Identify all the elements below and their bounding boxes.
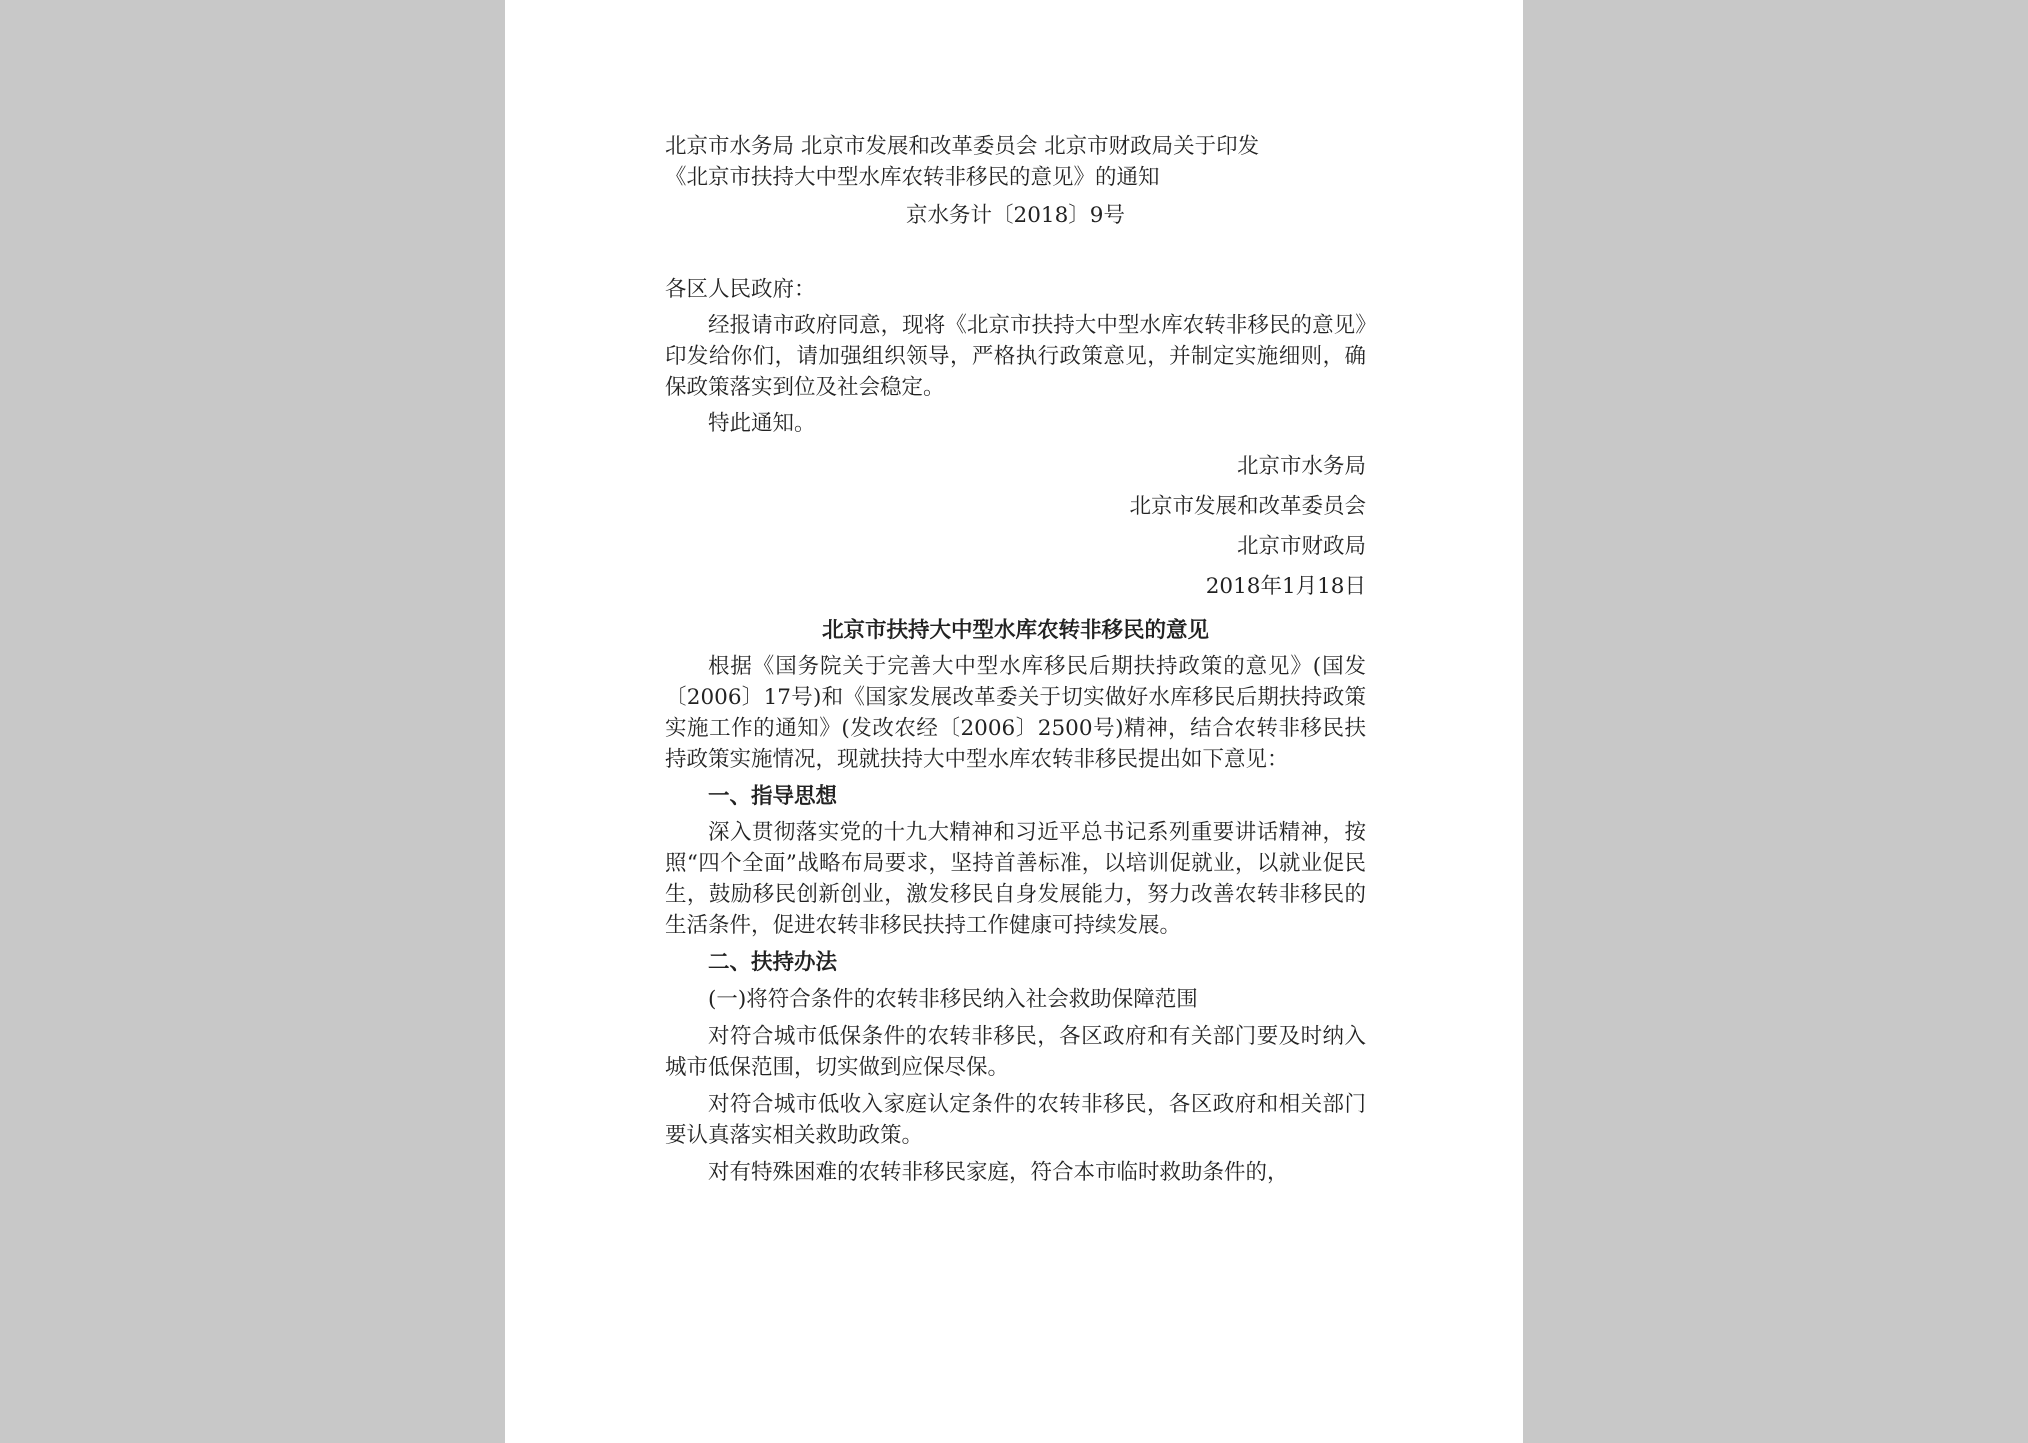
signature-block <box>665 447 1366 607</box>
subsection-1-paragraph-1: 对符合城市低保条件的农转非移民，各区政府和有关部门要及时纳入城市低保范围，切实做到应保尽保。 <box>665 1024 1366 1080</box>
subsection-1-heading: (一)将符合条件的农转非移民纳入社会救助保障范围 <box>708 987 1198 1012</box>
section-1-heading: 一、指导思想 <box>708 784 838 809</box>
signatory-finance-bureau: 北京市财政局 <box>1236 534 1366 559</box>
section-1-paragraph: 深入贯彻落实党的十九大精神和习近平总书记系列重要讲话精神，按照“四个全面”战略布局要求，坚持首善标准，以培训促就业，以就业促民生，鼓励移民创新创业，激发移民自身发展能力，努力改善农转非移民的生活条件，促进农转非移民扶持工作健康可持续发展。 <box>665 820 1366 938</box>
notice-title-line-1: 北京市水务局 北京市发展和改革委员会 北京市财政局关于印发 <box>665 134 1260 159</box>
notice-paragraph: 经报请市政府同意，现将《北京市扶持大中型水库农转非移民的意见》印发给你们，请加强组织领导，严格执行政策意见，并制定实施细则，确保政策落实到位及社会稳定。 <box>665 313 1366 400</box>
intro-paragraph: 根据《国务院关于完善大中型水库移民后期扶持政策的意见》(国发〔2006〕17号)和《国家发展改革委关于切实做好水库移民后期扶持政策实施工作的通知》(发改农经〔2006〕2500号)精神，结合农转非移民扶持政策实施情况，现就扶持大中型水库农转非移民提出如下意见： <box>665 654 1366 772</box>
opinion-title: 北京市扶持大中型水库农转非移民的意见 <box>821 618 1209 643</box>
notice-title-line-2: 《北京市扶持大中型水库农转非移民的意见》的通知 <box>665 165 1160 190</box>
section-2-heading: 二、扶持办法 <box>708 950 838 975</box>
salutation: 各区人民政府： <box>665 277 816 302</box>
document-page <box>505 0 1523 1443</box>
signature-date: 2018年1月18日 <box>1205 574 1366 599</box>
subsection-1-paragraph-3: 对有特殊困难的农转非移民家庭，符合本市临时救助条件的， <box>708 1160 1289 1185</box>
signatory-water-bureau: 北京市水务局 <box>1236 454 1366 479</box>
signatory-development-commission: 北京市发展和改革委员会 <box>1129 494 1366 519</box>
document-number: 京水务计〔2018〕9号 <box>906 203 1125 228</box>
notice-closing: 特此通知。 <box>708 411 816 436</box>
subsection-1-paragraph-2: 对符合城市低收入家庭认定条件的农转非移民，各区政府和相关部门要认真落实相关救助政策。 <box>665 1092 1366 1148</box>
page-content <box>665 131 1366 1188</box>
